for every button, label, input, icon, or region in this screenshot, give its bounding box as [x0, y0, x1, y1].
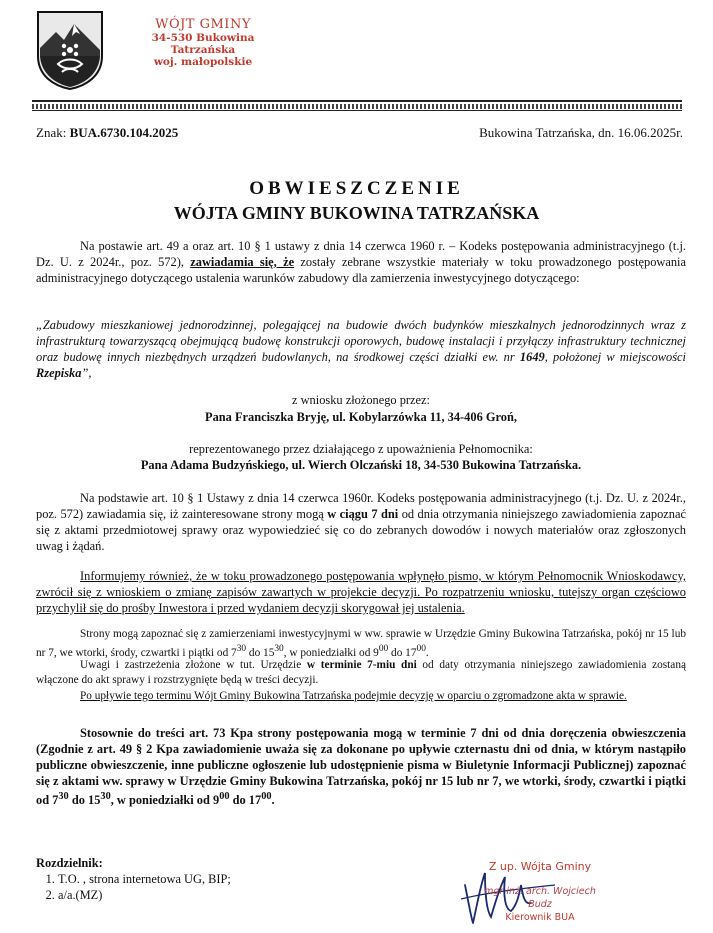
distribution-list [36, 855, 231, 903]
case-reference: Znak: BUA.6730.104.2025 [36, 125, 179, 140]
information-paragraph: Informujemy również, że w toku prowadzonego postępowania wpłynęło pismo, w którym Pełnomocnik Wnioskodawcy, zwrócił się z wnioskiem o zmianę zapisów zawartych w projekcie decyzji. Po rozpatrzeniu wniosku, tutejszy organ częściowo przychylił się do prośby Inwestora i przed wydaniem decyzji skorygował jej ustalenia. [36, 569, 686, 615]
notice-paragraph: Na podstawie art. 10 § 1 Ustawy z dnia 14 czerwca 1960r. Kodeks postępowania administracyjnego (t.j. Dz. U. z 2024r., poz. 572) zawiadamia się, iż zainteresowane strony mogą w ciągu 7 dni od dnia otrzymania niniejszego zawiadomienia zapoznać się z aktami przedmiotowej sprawy oraz wypowiedzieć się co do zebranych dowodów i nowych materiałów oraz zgłoszonych uwag i żądań. [36, 491, 686, 553]
legal-basis-paragraph: Stosownie do treści art. 73 Kpa strony postępowania mogą w terminie 7 dni od dnia doręczenia obwieszczenia (Zgodnie z art. 49 § 2 Kpa zawiadomienie uważa się za dokonane po upływie czternastu dni od dnia, w którym nastąpiło publiczne obwieszczenie, inne publiczne ogłoszenie lub udostępnienie pisma w Biuletynie Informacji Publicznej) zapoznać się z aktami ww. sprawy w Urzędzie Gminy Bukowina Tatrzańska, pokój nr 15 lub nr 7, we wtorki, środy, czwartki i piątki od $7^{30}$ do $15^{30}$, w poniedziałki od $9^{00}$ do $17^{00}$. [36, 726, 686, 808]
viewing-hours-paragraph: Strony mogą zapoznać się z zamierzeniami inwestycyjnymi w ww. sprawie w Urzędzie Gminy Bukowina Tatrzańska, pokój nr 15 lub nr 7, we wtorki, środy, czwartki i piątki od $7^{30}$ do $15^{30}$, w poniedziałki od $9^{00}$ do $17^{00}$. [36, 628, 686, 659]
signature-name: mgr inż. arch. Wojciech Budz [484, 886, 596, 910]
header-divider-bottom [32, 110, 682, 111]
place-date: Bukowina Tatrzańska, dn. 16.06.2025r. [479, 125, 683, 140]
stamp-address: 34-530 Bukowina Tatrzańska [151, 32, 255, 56]
stamp-region: woj. małopolskie [153, 56, 253, 68]
remarks-paragraph: Uwagi i zastrzeżenia złożone w tut. Urzędzie w terminie 7-miu dni od daty otrzymania niniejszego zawiadomienia zostaną włączone do akt sprawy i rozstrzygnięte będą w treści decyzji. [36, 659, 686, 686]
representative: Pana Adama Budzyńskiego, ul. Wierch Olczański 18, 34-530 Bukowina Tatrzańska. [140, 458, 582, 472]
header-divider [32, 100, 682, 102]
distribution-item: 1. T.O. , strona internetowa UG, BIP; [58, 871, 231, 887]
signature-authorization: Z up. Wójta Gminy [488, 860, 592, 873]
signature-role: Kierownik BUA [505, 912, 575, 923]
project-description: „Zabudowy mieszkaniowej jednorodzinnej, polegającej na budowie dwóch budynków mieszkalnych jednorodzinnych wraz z infrastrukturą towarzyszącą obejmującą budowę konstrukcji oporowych, budowę instalacji i przyłączy infrastruktury technicznej oraz budowę innych niezbędnych urządzeń budowlanych, na środkowej części działki ew. nr 1649, położonej w miejscowości Rzepiska”, [36, 318, 686, 380]
header-divider-pattern [32, 104, 682, 109]
stamp-title: WÓJT GMINY [155, 17, 251, 32]
intro-paragraph: Na postawie art. 49 a oraz art. 10 § 1 ustawy z dnia 14 czerwca 1960 r. – Kodeks postępowania administracyjnego (t.j. Dz. U. z 2024r., poz. 572), zawiadamia się, że zostały zebrane wszystkie materiały w toku prowadzonego postępowania administracyjnego dotyczącego ustalenia warunków zabudowy dla zamierzenia inwestycyjnego dotyczącego: [36, 239, 686, 285]
signature-stamp [480, 860, 600, 924]
distribution-heading: Rozdzielnik: [36, 856, 103, 870]
office-stamp [118, 17, 288, 68]
representative-intro: reprezentowanego przez działającego z upoważnienia Pełnomocnika: [189, 442, 533, 456]
municipality-crest-icon [36, 10, 104, 90]
applicant: Pana Franciszka Bryję, ul. Kobylarzówka 11, 34-406 Groń, [205, 410, 517, 424]
deadline-paragraph: Po upływie tego terminu Wójt Gminy Bukowina Tatrzańska podejmie decyzję w oparciu o zgromadzone akta w sprawie. [80, 690, 627, 702]
distribution-item: 2. a/a.(MZ) [58, 887, 231, 903]
document-subtitle: WÓJTA GMINY BUKOWINA TATRZAŃSKA [173, 203, 540, 223]
applicant-intro: z wniosku złożonego przez: [292, 393, 430, 407]
document-title: OBWIESZCZENIE [249, 178, 464, 199]
